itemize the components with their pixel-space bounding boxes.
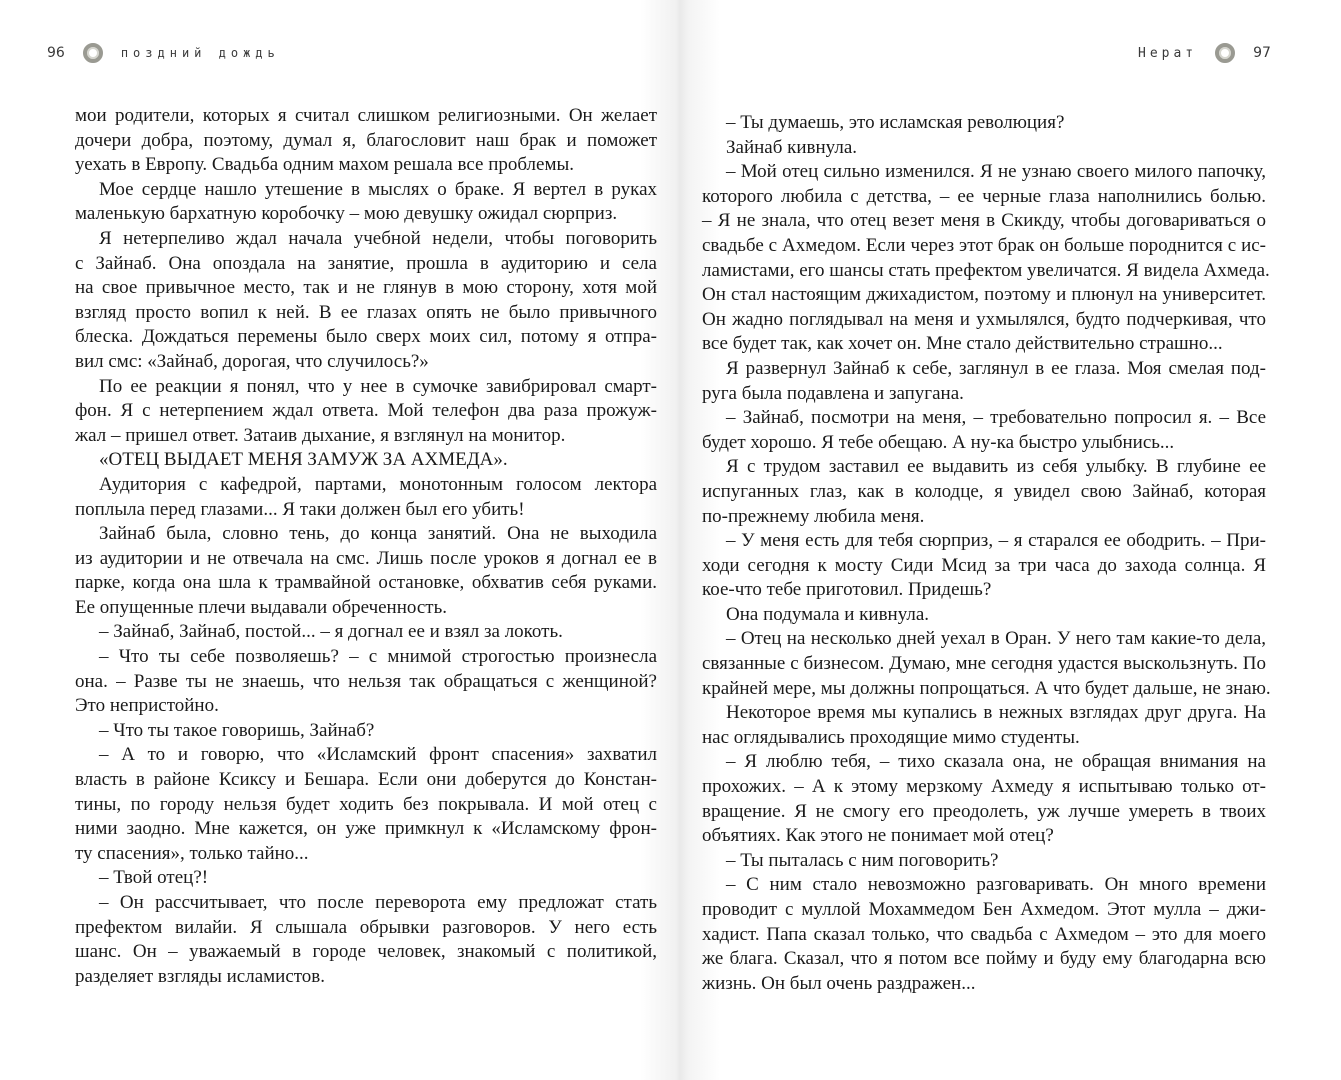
text-line: испуганных глаз, как в колодце, я увидел свою Зайнаб, которая: [702, 480, 1266, 502]
text-line: руга была подавлена и запугана.: [702, 382, 964, 404]
right-page-header: [1138, 42, 1271, 64]
paragraph: [75, 448, 657, 473]
text-line: – Ты думаешь, это исламская революция?: [726, 112, 1065, 133]
text-line: поплыла перед глазами... Я таки должен был его убить!: [75, 498, 525, 520]
text-line: – Твой отец?!: [99, 867, 209, 889]
paragraph: [75, 473, 657, 522]
text-line: Некоторое время мы купались в нежных взглядах друг друга. На: [726, 702, 1266, 724]
paragraph: [702, 455, 1266, 529]
text-line: Я развернул Зайнаб к себе, заглянул в ее глаза. Моя смелая под-: [726, 357, 1266, 379]
text-line: – Отец на несколько дней уехал в Оран. У него там какие-то дела,: [726, 628, 1266, 650]
text-line: дочери добра, поэтому, думал я, благословит наш брак и поможет: [75, 129, 657, 151]
text-line: – Я не знала, что отец везет меня в Скикду, чтобы договариваться о: [702, 210, 1266, 232]
text-line: жизнь. Он был очень раздражен...: [702, 972, 976, 994]
text-line: хадист. Папа сказал только, что свадьба с Ахмедом – это для моего: [702, 923, 1266, 945]
text-line: Зайнаб кивнула.: [726, 136, 858, 158]
text-line: жал – пришел ответ. Затаив дыхание, я взглянул на монитор.: [75, 424, 566, 446]
text-line: кое-что тебе приготовил. Придешь?: [702, 579, 992, 601]
text-line: – Что ты себе позволяешь? – с мнимой строгостью произнесла: [99, 646, 657, 668]
text-line: – Что ты такое говоришь, Зайнаб?: [99, 719, 375, 741]
text-line: Аудитория с кафедрой, партами, монотонным голосом лектора: [99, 473, 657, 495]
right-running-title: Нерат: [1138, 45, 1198, 61]
left-page-header: [47, 42, 280, 64]
right-page-number: 97: [1253, 45, 1271, 61]
paragraph: [702, 136, 1266, 161]
text-line: Он стал настоящим джихадистом, поэтому и плюнул на университет.: [702, 284, 1266, 306]
paragraph: [702, 873, 1266, 996]
ornament-ring-icon: [83, 43, 103, 63]
text-line: связанные с бизнесом. Думаю, мне сегодня удастся выскользнуть. По: [702, 653, 1266, 675]
text-line: с Зайнаб. Она опоздала на занятие, прошла в аудиторию и села: [75, 252, 657, 274]
paragraph: [75, 866, 657, 891]
text-line: – А то и говорю, что «Исламский фронт спасения» захватил: [99, 744, 657, 766]
text-line: которого любила с детства, – ее черные глаза наполнились болью.: [702, 185, 1266, 207]
text-line: блеска. Дождаться перемены было сверх моих сил, потому я отпра-: [75, 326, 657, 348]
text-line: по-прежнему любила меня.: [702, 505, 925, 527]
paragraph: [702, 750, 1266, 848]
text-line: – У меня есть для тебя сюрприз, – я старался ее ободрить. – При-: [726, 530, 1266, 552]
text-line: Я нетерпеливо ждал начала учебной недели, чтобы поговорить: [99, 227, 657, 249]
text-line: ту спасения», только тайно...: [75, 842, 309, 864]
paragraph: [702, 160, 1270, 357]
paragraph: [702, 111, 1266, 136]
left-page-body: [75, 104, 657, 989]
text-line: – Я люблю тебя, – тихо сказала она, не обращая внимания на: [726, 751, 1266, 773]
paragraph: [75, 375, 657, 449]
text-line: мои родители, которых я считал слишком религиозными. Он желает: [75, 105, 657, 126]
text-line: маленькую бархатную коробочку – мою девушку ожидал сюрприз.: [75, 203, 618, 225]
text-line: ходи сегодня к мосту Сиди Мсид за три часа до захода солнца. Я: [702, 554, 1266, 576]
text-line: Я с трудом заставил ее выдавить из себя улыбку. В глубине ее: [726, 456, 1266, 478]
paragraph: [75, 522, 657, 620]
text-line: все будет так, как хочет он. Мне стало действительно страшно...: [702, 333, 1223, 355]
text-line: Он жадно поглядывал на меня и ухмылялся, будто подчеркивая, что: [702, 308, 1266, 330]
paragraph: [702, 701, 1266, 750]
text-line: ними заодно. Мне кажется, он уже примкнул к «Исламскому фрон-: [75, 818, 657, 840]
text-line: на свое привычное место, так и не глянув в мою сторону, хотя мой: [75, 277, 657, 299]
text-line: власть в районе Ксиксу и Бешара. Если они доберутся до Констан-: [75, 769, 657, 791]
text-line: Это непристойно.: [75, 695, 219, 717]
text-line: прохожих. – А к этому мерзкому Ахмеду я испытываю только от-: [702, 776, 1266, 798]
text-line: объятиях. Как этого не понимает мой отец?: [702, 825, 1054, 847]
text-line: тины, по городу нельзя будет ходить без покрывала. И мой отец с: [75, 793, 657, 815]
text-line: шанс. Он – уважаемый в городе человек, знакомый с политикой,: [75, 941, 657, 963]
text-line: взгляд просто вопил к ней. В ее глазах опять не было привычного: [75, 301, 657, 323]
paragraph: [702, 603, 1266, 628]
text-line: из аудитории и не отвечала на смс. Лишь после уроков я догнал ее в: [75, 547, 657, 569]
text-line: Она подумала и кивнула.: [726, 603, 930, 625]
right-page-body: [702, 111, 1271, 996]
paragraph: [702, 529, 1266, 603]
text-line: уехать в Европу. Свадьба одним махом решала все проблемы.: [75, 154, 575, 176]
text-line: разделяет взгляды исламистов.: [75, 965, 326, 987]
text-line: же блага. Сказал, что я потом все пойму и буду ему благодарна всю: [702, 948, 1266, 970]
text-line: – Зайнаб, посмотри на меня, – требовательно попросил я. – Все: [726, 407, 1266, 429]
text-line: – Ты пыталась с ним поговорить?: [726, 849, 999, 871]
paragraph: [75, 620, 657, 645]
text-line: – Он рассчитывает, что после переворота ему предложат стать: [99, 892, 657, 913]
left-page-number: 96: [47, 45, 65, 61]
text-line: вил смс: «Зайнаб, дорогая, что случилось?»: [75, 350, 429, 372]
paragraph: [75, 719, 657, 744]
left-running-title: поздний дождь: [120, 46, 280, 60]
paragraph: [75, 645, 657, 719]
text-line: она. – Разве ты не знаешь, что нельзя так обращаться с женщиной?: [75, 670, 657, 692]
paragraph: [75, 227, 657, 375]
text-line: будет хорошо. Я тебе обещаю. А ну-ка быстро улыбнись...: [702, 431, 1175, 453]
ornament-ring-icon: [1215, 43, 1235, 63]
paragraph: [702, 406, 1266, 455]
paragraph: [75, 891, 657, 989]
text-line: ламистами, его шансы стать префектом увеличатся. Я видела Ахмеда.: [702, 259, 1270, 281]
text-line: «ОТЕЦ ВЫДАЕТ МЕНЯ ЗАМУЖ ЗА АХМЕДА».: [99, 449, 508, 471]
text-line: крайней мере, мы должны попрощаться. А что будет дальше, не знаю.: [702, 677, 1271, 699]
paragraph: [75, 178, 657, 227]
text-line: префектом вилайи. Я слышала обрывки разговоров. У него есть: [75, 916, 657, 938]
text-line: По ее реакции я понял, что у нее в сумочке завибрировал смарт-: [99, 375, 657, 397]
text-line: вращение. Я не смогу его преодолеть, уж лучше умереть в твоих: [702, 800, 1266, 822]
text-line: – Мой отец сильно изменился. Я не узнаю своего милого папочку,: [726, 161, 1266, 183]
paragraph: [702, 849, 1266, 874]
text-line: нас оглядывались проходящие мимо студенты.: [702, 726, 1080, 748]
paragraph: [75, 743, 657, 866]
paragraph: [702, 627, 1271, 701]
text-line: – С ним стало невозможно разговаривать. Он много времени: [726, 874, 1266, 896]
text-line: фон. Я с нетерпением ждал ответа. Мой телефон два раза прожуж-: [75, 400, 657, 422]
text-line: – Зайнаб, Зайнаб, постой... – я догнал ее и взял за локоть.: [99, 621, 563, 643]
text-line: парке, когда она шла к трамвайной остановке, обхватив себя руками.: [75, 572, 657, 594]
text-line: Ее опущенные плечи выдавали обреченность.: [75, 596, 448, 618]
text-line: Мое сердце нашло утешение в мыслях о браке. Я вертел в руках: [99, 178, 657, 200]
text-line: проводит с муллой Мохаммедом Бен Ахмедом. Этот мулла – джи-: [702, 899, 1266, 920]
paragraph: [75, 104, 657, 178]
paragraph: [702, 357, 1266, 406]
text-line: Зайнаб была, словно тень, до конца занятий. Она не выходила: [99, 523, 657, 545]
text-line: свадьбе с Ахмедом. Если через этот брак он больше породнится с ис-: [702, 234, 1266, 256]
